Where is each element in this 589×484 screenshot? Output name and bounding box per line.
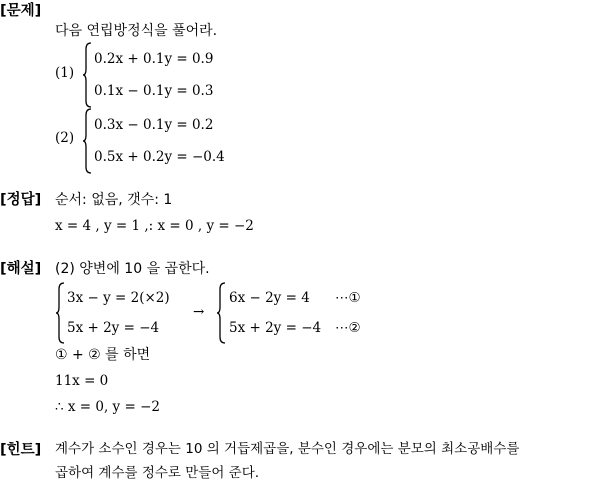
- problem-instruction: 다음 연립방정식을 풀어라.: [55, 23, 218, 39]
- explanation-right-brace: [216, 282, 226, 344]
- transform-arrow: →: [193, 304, 205, 320]
- answer-line-1: 순서: 없음, 갯수: 1: [55, 192, 173, 208]
- explanation-intro: (2) 양변에 10 을 곱한다.: [55, 261, 210, 277]
- part2-brace: [82, 108, 92, 174]
- explanation-left-brace: [55, 282, 65, 344]
- part2-equation-2: 0.5x + 0.2y = −0.4: [94, 149, 225, 165]
- explanation-result: ∴ x = 0, y = −2: [55, 399, 160, 415]
- hint-line-2: 곱하여 계수를 정수로 만들어 준다.: [55, 465, 260, 481]
- hint-line-1: 계수가 소수인 경우는 10 의 거듭제곱을, 분수인 경우에는 분모의 최소공배수를: [55, 441, 520, 457]
- problem-section-label: [문제]: [0, 3, 42, 19]
- explanation-combine: ① + ② 를 하면: [55, 347, 151, 363]
- equation-tag-2: ⋯②: [335, 320, 361, 336]
- part2-label: (2): [55, 130, 75, 146]
- explanation-right-equation-1: 6x − 2y = 4: [229, 290, 310, 306]
- explanation-left-equation-1: 3x − y = 2(×2): [67, 290, 170, 306]
- part1-label: (1): [55, 65, 75, 81]
- hint-section-label: [힌트]: [0, 442, 42, 458]
- answer-line-2: x = 4 , y = 1 ,: x = 0 , y = −2: [55, 218, 254, 234]
- part1-equation-2: 0.1x − 0.1y = 0.3: [94, 83, 214, 99]
- explanation-step: 11x = 0: [55, 373, 109, 389]
- part1-equation-1: 0.2x + 0.1y = 0.9: [94, 51, 214, 67]
- equation-tag-1: ⋯①: [335, 290, 361, 306]
- explanation-right-equation-2: 5x + 2y = −4: [229, 320, 322, 336]
- part2-equation-1: 0.3x − 0.1y = 0.2: [94, 117, 214, 133]
- explanation-left-equation-2: 5x + 2y = −4: [67, 320, 160, 336]
- explanation-section-label: [해설]: [0, 261, 42, 277]
- answer-section-label: [정답]: [0, 192, 42, 208]
- part1-brace: [82, 42, 92, 108]
